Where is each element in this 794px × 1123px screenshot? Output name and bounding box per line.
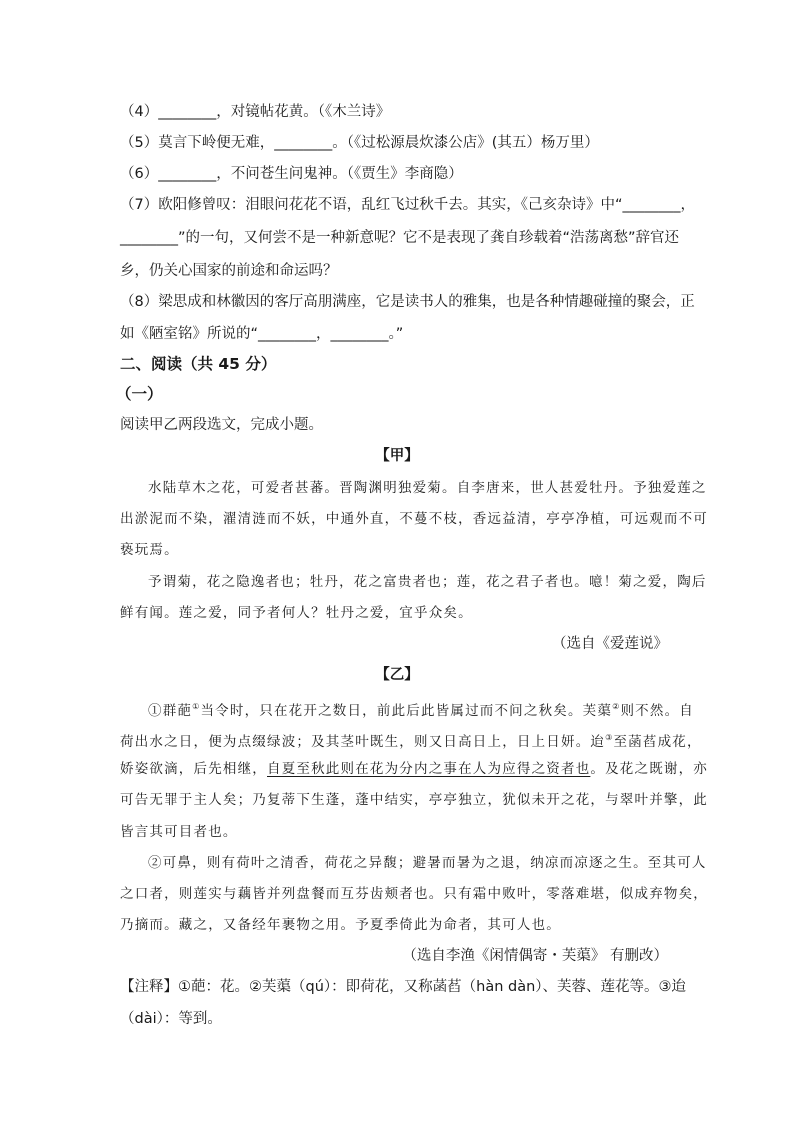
fill-item-8-line-1: （8）梁思成和林徽因的客厅高朋满座，它是读书人的雅集，也是各种情趣碰撞的聚会，正 [120,294,695,310]
text-run: 。及花之既谢，亦 [590,761,709,777]
fill-item-7-line-1: （7）欧阳修曾叹：泪眼问花花不语，乱红飞过秋千去。其实，《己亥杂诗》中“________， [120,197,695,213]
passage-yi-line [120,728,702,752]
fill-item-7-line-2: ________”的一句，又何尝不是一种新意呢？它不是表现了龚自珍载着“浩荡离愁”辞官还 [120,230,680,246]
passage-jia-line: 水陆草木之花，可爱者甚蕃。晋陶渊明独爱菊。自李唐来，世人甚爱牡丹。予独爱莲之 [148,480,707,496]
fill-item-8-line-2: 如《陋室铭》所说的“________，________。” [120,326,404,342]
fill-item-5: （5）莫言下岭便无难，________。（《过松源晨炊漆公店》(其五）杨万里） [120,135,599,151]
passage-jia-source: （选自《爱莲说》 [552,636,668,652]
fill-item-4: （4）________，对镜帖花黄。（《木兰诗》 [120,104,391,120]
passage-yi-line [148,697,694,721]
passage-jia-label: 【甲】 [375,448,419,464]
text-run: 则不然。自 [620,703,694,719]
passage-jia-line: 予谓菊，花之隐逸者也；牡丹，花之富贵者也；莲，花之君子者也。噫！菊之爱，陶后 [148,574,707,590]
passage-yi-line: 可告无罪于主人矣；乃复蒂下生蓬，蓬中结实，亭亭独立，犹似未开之花，与翠叶并擎，此 [120,792,708,808]
passage-jia-line: 亵玩焉。 [120,542,179,558]
passage-yi-line: 乃摘而。藏之，又备经年裹物之用。予夏季倚此为命者，其可人也。 [120,917,561,933]
fill-item-7-line-3: 乡，仍关心国家的前途和命运吗？ [120,263,338,279]
instruction: 阅读甲乙两段选文，完成小题。 [120,417,323,433]
text-run: 荷出水之日，便为点缀绿波；及其茎叶既生，则又日高日上，日上日妍。迨 [120,734,606,750]
section-title: 二、阅读（共 45 分） [120,355,277,373]
footnote-marker: ① [192,702,201,711]
underlined-sentence: 自夏至秋此则在花为分内之事在人为应得之资者也 [267,761,591,777]
annotation-line: 【注释】①葩：花。②芙蕖（qú）：即荷花，又称菡萏（hàn dàn）、芙蓉、莲花等。③迨 [120,979,687,995]
text-run: 当令时，只在花开之数日，前此后此皆属过而不问之秋矣。芙蕖 [200,703,613,719]
passage-yi-line: ②可鼻，则有荷叶之清香，荷花之异馥；避暑而暑为之退，纳凉而凉逐之生。至其可人 [148,855,707,871]
footnote-marker: ③ [605,733,614,742]
text-run: 至菡萏成花， [613,734,702,750]
text-run: 娇姿欲滴，后先相继， [120,761,267,777]
passage-yi-label: 【乙】 [375,667,419,683]
passage-jia-line: 出淤泥而不染，濯清涟而不妖，中通外直，不蔓不枝，香远益清，亭亭净植，可远观而不可 [120,511,708,527]
passage-yi-line: 之口者，则莲实与藕皆并列盘餐而互芬齿颊者也。只有霜中败叶，零落难堪，似成弃物矣， [120,886,708,902]
fill-item-6: （6）________，不问苍生问鬼神。（《贾生》李商隐） [120,166,463,182]
passage-yi-line: 皆言其可目者也。 [120,824,238,840]
sub-title: （一） [116,385,163,403]
passage-yi-source: （选自李渔《闲情偶寄・芙蕖》 有删改） [402,948,668,964]
passage-yi-line [120,759,708,779]
passage-jia-line: 鲜有闻。莲之爱，同予者何人？牡丹之爱，宜乎众矣。 [120,605,473,621]
annotation-line: （dài）：等到。 [120,1011,222,1027]
text-run: ①群葩 [148,703,193,719]
footnote-marker: ② [612,702,621,711]
